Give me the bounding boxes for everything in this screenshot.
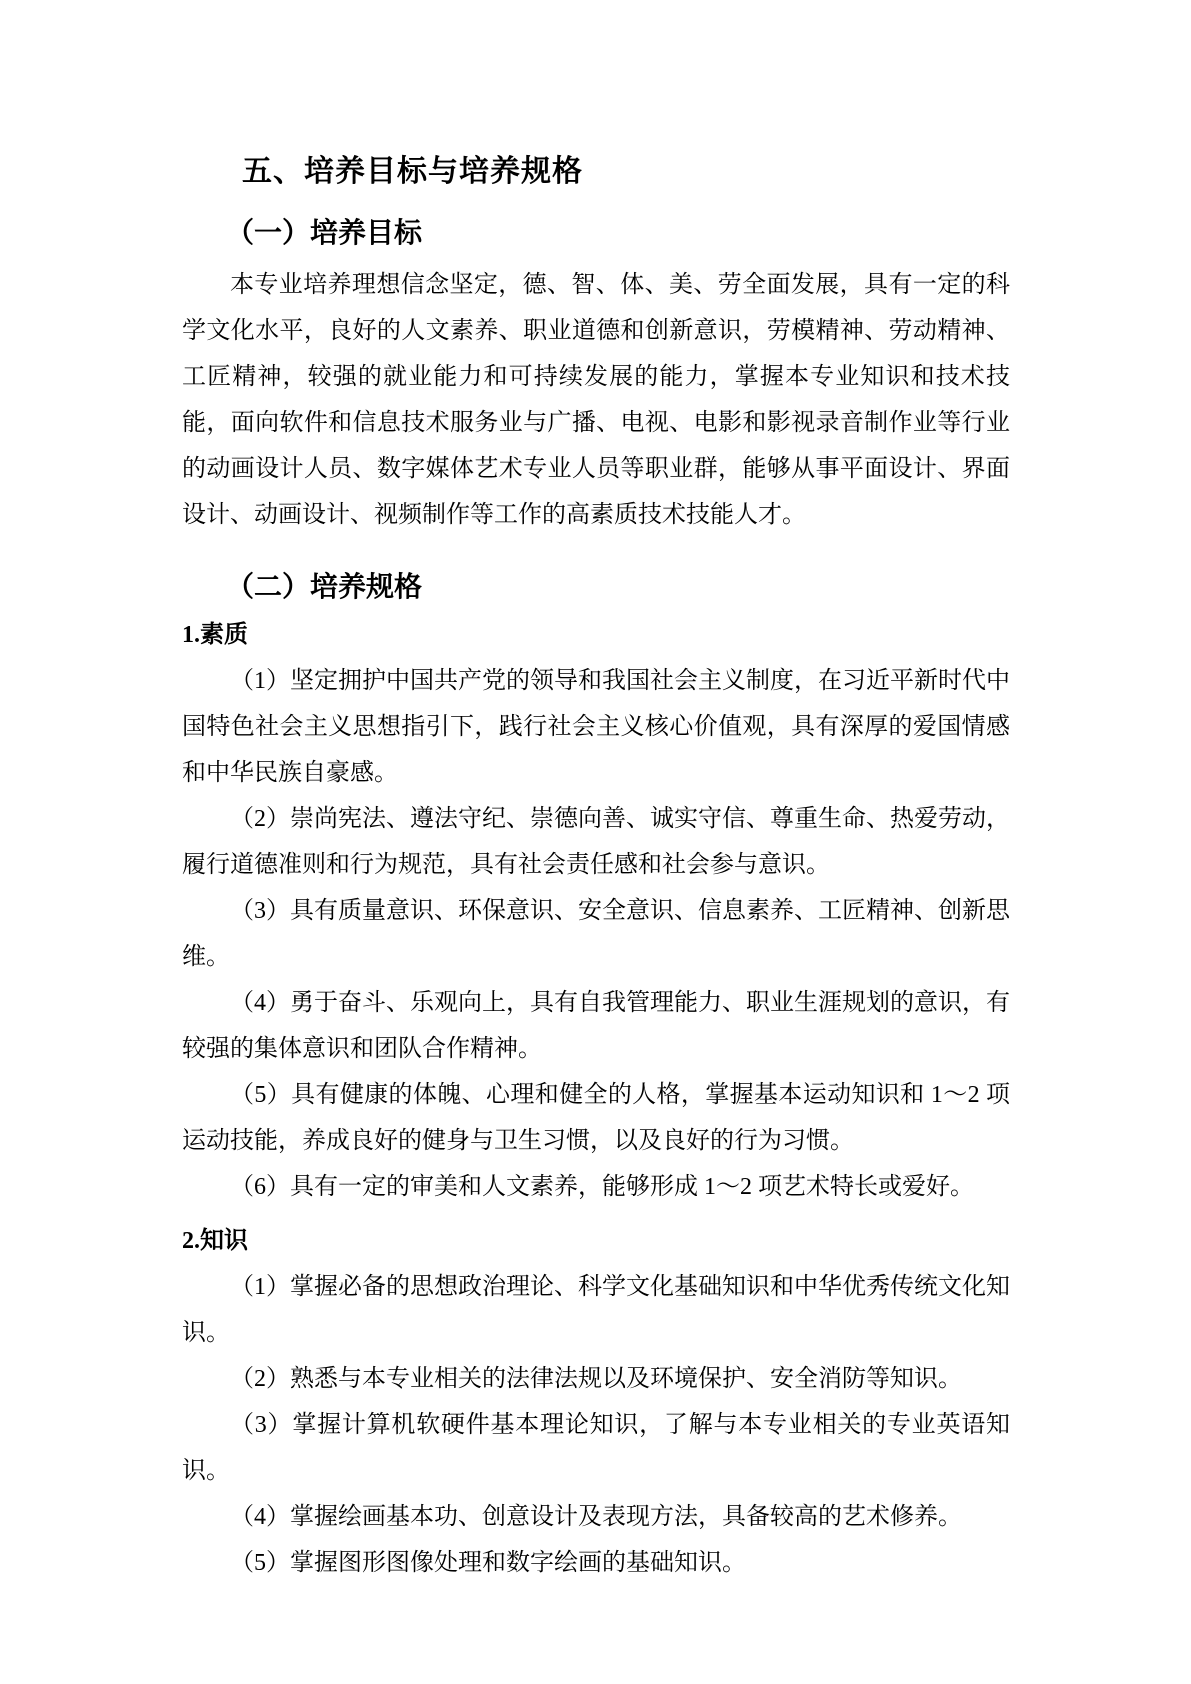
quality-item-2: （2）崇尚宪法、遵法守纪、崇德向善、诚实守信、尊重生命、热爱劳动，履行道德准则和行为规范，具有社会责任感和社会参与意识。	[182, 806, 1010, 878]
quality-item-5: （5）具有健康的体魄、心理和健全的人格，掌握基本运动知识和 1～2 项运动技能，养成良好的健身与卫生习惯，以及良好的行为习惯。	[182, 1082, 1010, 1154]
knowledge-item-4: （4）掌握绘画基本功、创意设计及表现方法，具备较高的艺术修养。	[230, 1504, 962, 1530]
section-heading-training-specifications: （二）培养规格	[226, 571, 423, 602]
knowledge-item-3: （3）掌握计算机软硬件基本理论知识，了解与本专业相关的专业英语知识。	[182, 1412, 1010, 1484]
subsection-title-knowledge: 2.知识	[182, 1228, 248, 1254]
knowledge-item-2: （2）熟悉与本专业相关的法律法规以及环境保护、安全消防等知识。	[230, 1366, 962, 1392]
training-objectives-paragraph: 本专业培养理想信念坚定，德、智、体、美、劳全面发展，具有一定的科学文化水平，良好的人文素养、职业道德和创新意识，劳模精神、劳动精神、工匠精神，较强的就业能力和可持续发展的能力，掌握本专业知识和技术技能，面向软件和信息技术服务业与广播、电视、电影和影视录音制作业等行业的动画设计人员、数字媒体艺术专业人员等职业群，能够从事平面设计、界面设计、动画设计、视频制作等工作的高素质技术技能人才。	[182, 272, 1010, 528]
quality-item-6: （6）具有一定的审美和人文素养，能够形成 1～2 项艺术特长或爱好。	[230, 1174, 974, 1200]
main-heading: 五、培养目标与培养规格	[242, 155, 583, 188]
section-heading-training-objectives: （一）培养目标	[226, 217, 423, 248]
quality-item-1: （1）坚定拥护中国共产党的领导和我国社会主义制度，在习近平新时代中国特色社会主义思想指引下，践行社会主义核心价值观，具有深厚的爱国情感和中华民族自豪感。	[182, 668, 1010, 786]
subsection-title-quality: 1.素质	[182, 622, 248, 648]
knowledge-item-5: （5）掌握图形图像处理和数字绘画的基础知识。	[230, 1550, 746, 1576]
quality-item-4: （4）勇于奋斗、乐观向上，具有自我管理能力、职业生涯规划的意识，有较强的集体意识和团队合作精神。	[182, 990, 1010, 1062]
document-content	[182, 0, 1010, 1586]
knowledge-item-1: （1）掌握必备的思想政治理论、科学文化基础知识和中华优秀传统文化知识。	[182, 1274, 1010, 1346]
quality-item-3: （3）具有质量意识、环保意识、安全意识、信息素养、工匠精神、创新思维。	[182, 898, 1010, 970]
